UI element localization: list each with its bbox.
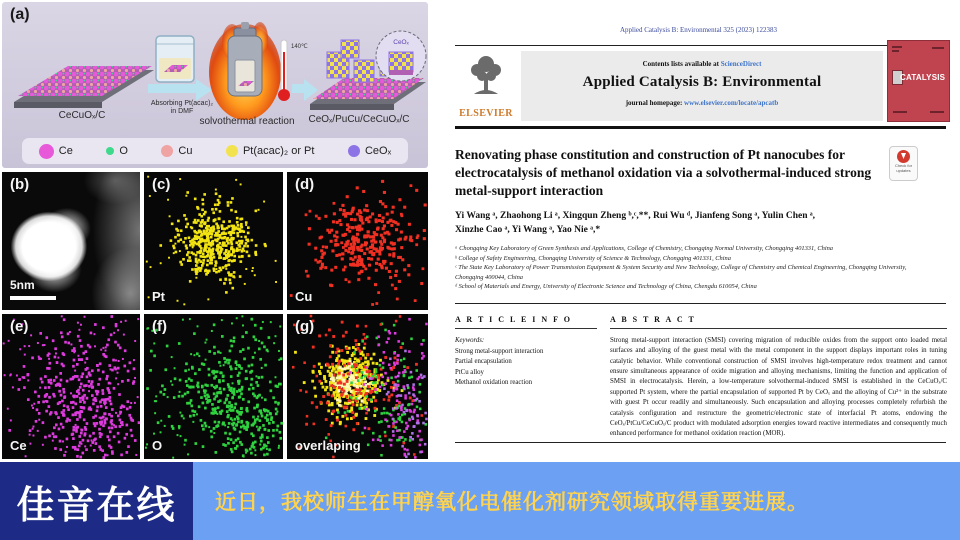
sciencedirect-link[interactable]: ScienceDirect: [720, 60, 762, 68]
step1-label-line1: Absorbing Pt(acac)₂: [150, 100, 214, 107]
article-info-column: [455, 315, 597, 389]
keyword-item: Methanol oxidation reaction: [455, 379, 533, 387]
affiliations: [455, 244, 929, 292]
eds-map-overlap: [287, 314, 428, 459]
rule-thick: [455, 126, 946, 129]
eds-map-ce: [2, 314, 140, 459]
cover-decoration: [892, 46, 902, 48]
homepage-pre: journal homepage:: [625, 99, 685, 107]
elsevier-wordmark: ELSEVIER: [459, 108, 513, 119]
banner-brand-text: 佳音在线: [16, 484, 177, 527]
panel-e-label: (e): [10, 318, 29, 335]
rule-top: [455, 45, 946, 46]
scalebar-label: 5nm: [10, 278, 35, 292]
eds-map-pt: [144, 172, 283, 310]
panel-c-label: (c): [152, 176, 171, 193]
elsevier-logo: [455, 52, 517, 124]
product-inset: [376, 31, 426, 81]
ce-dot-icon: [39, 144, 54, 159]
inset-label-text: CeOₓ: [393, 39, 409, 46]
step1-label-line2: in DMF: [170, 108, 194, 115]
panel-b-label: (b): [10, 176, 30, 193]
contents-line: [521, 60, 883, 68]
legend-item-cu: [161, 145, 192, 157]
abstract-header: A B S T R A C T: [610, 315, 696, 324]
eds-map-o: [144, 314, 283, 459]
cover-decoration: [893, 111, 907, 113]
check-updates-icon: [897, 150, 910, 163]
figure-legend: [22, 138, 408, 164]
journal-page: [437, 0, 960, 462]
overlap-caption: overlaping: [295, 438, 361, 453]
cover-decoration: [930, 111, 944, 113]
keyword-item: Partial encapsulation: [455, 358, 512, 366]
homepage-link[interactable]: www.elsevier.com/locate/apcatb: [684, 99, 779, 107]
cu-dot-icon: [161, 145, 173, 157]
cover-title: CATALYSIS: [900, 73, 946, 82]
panel-d-label: (d): [295, 176, 315, 193]
pt-caption: Pt: [152, 289, 165, 304]
journal-header-block: [521, 51, 883, 121]
keywords-label: Keywords:: [455, 337, 485, 344]
reactant-label: CeCuOₓ/C: [58, 110, 106, 121]
cu-caption: Cu: [295, 289, 313, 304]
figure-panel-a: [2, 2, 428, 168]
pt-dot-icon: [226, 145, 238, 157]
contents-pre: Contents lists available at: [642, 60, 721, 68]
o-caption: O: [152, 438, 163, 453]
reactant-slab: [14, 66, 154, 108]
legend-label: Cu: [178, 145, 193, 157]
beaker-icon: [156, 36, 194, 82]
authors-line-1: Yi Wang ᵃ, Zhaohong Li ᵃ, Xingqun Zheng ᵇ,ᶜ,**, Rui Wu ᵈ, Jianfeng Song ᵃ, Yulin Chen ᵃ,: [455, 211, 816, 221]
article-info-header: A R T I C L E I N F O: [455, 315, 572, 324]
article-title: Renovating phase constitution and construction of Pt nanocubes for electrocatalysis of methanol oxidation via a solvothermal-induced strong metal-support interaction: [455, 147, 872, 199]
o-dot-icon: [106, 147, 114, 155]
abstract-column: [610, 315, 947, 440]
abstract-text: Strong metal-support interaction (SMSI) covering migration of reducible oxides from the support onto loaded metal surfaces and alloying of the guest metal with the metal component in the support displays important roles in tuning catalytic behavior. While conventional construction of SMSI involves high-temperature redox treatment and cannot ensure simultaneous appearance of oxide migration and alloying mechanisms, limiting the function and application of SMSI in electrocatalysis. Herein, a low-temperature solvothermal-induced SMSI is established in the CeCuOₓ/C supported Pt system, where the partial encapsulation of supported Pt by CeOₓ and the alloying of Cu²⁺ in the substrate with guest Pt occur readily and simultaneously. Such encapsulation and alloying processes completely refurbish the catalysis configuration and restructure the geometric/electronic state of interfacial Pt atoms, endowing the CeOₓ/PtCu/CeCuOₓ/C product with modulated adsorption energies toward reactive intermediates and consequently much enhanced performance for methanol oxidation reaction (MOR).: [610, 337, 947, 438]
keyword-item: Strong metal-support interaction: [455, 347, 544, 355]
elsevier-tree-icon: [464, 52, 508, 102]
scale-bar: [10, 296, 56, 300]
legend-label: Ce: [58, 145, 73, 157]
affiliation-a: ᵃ Chongqing Key Laboratory of Green Synthesis and Applications, College of Chemistry, Chongqing Normal University, Chongqing 401331, China: [455, 245, 833, 252]
cover-decoration: [892, 50, 899, 52]
article-info-rule: [455, 328, 597, 329]
tem-image-panel-b: [2, 172, 140, 310]
o-dot-map: [144, 314, 283, 459]
panel-a-label: (a): [10, 6, 30, 23]
legend-label: CeOₓ: [364, 145, 392, 157]
rule-bottom: [455, 442, 946, 443]
legend-item-o: [106, 145, 128, 157]
panel-f-label: (f): [152, 318, 167, 335]
step2-label: solvothermal reaction: [199, 116, 295, 127]
authors-line-2: Xinzhe Cao ᵃ, Yi Wang ᵃ, Yao Nie ᵃ,*: [455, 224, 601, 235]
keyword-item: PtCu alloy: [455, 368, 484, 376]
banner-brand-box: [0, 462, 193, 540]
legend-item-ce: [39, 144, 73, 159]
banner-message-text: 近日，我校师生在甲醇氧化电催化剂研究领域取得重要进展。: [215, 491, 809, 514]
affiliation-b: ᵇ College of Safety Engineering, Chongqing University of Science & Technology, Chongqing 401331, China: [455, 254, 731, 262]
affiliation-d: ᵈ School of Materials and Energy, University of Electronic Science and Technology of China, Chengdu 610054, China: [455, 283, 757, 291]
homepage-line: [521, 99, 883, 107]
check-updates-badge[interactable]: [889, 146, 918, 181]
cover-decoration: [932, 47, 944, 49]
check-updates-text: Check for updates: [894, 163, 913, 173]
author-list: [455, 210, 921, 238]
svg-text:140℃: 140℃: [291, 44, 308, 50]
ceox-dot-icon: [348, 145, 360, 157]
legend-label: O: [119, 145, 128, 157]
eds-map-cu: [287, 172, 428, 310]
running-head: Applied Catalysis B: Environmental 325 (2023) 122383: [619, 26, 778, 34]
journal-title: Applied Catalysis B: Environmental: [582, 74, 822, 90]
legend-label: Pt(acac)₂ or Pt: [242, 145, 315, 157]
affiliation-c: ᶜ The State Key Laboratory of Power Transmission Equipment & System Security and New Technology, College of Chemistry and Chemical Engineering, Chongqing University, Chongqing 400044, China: [455, 264, 907, 281]
legend-item-ceox: [348, 145, 391, 157]
product-label: CeOₓ/PuCu/CeCuOₓ/C: [308, 114, 410, 125]
abstract-rule: [610, 328, 947, 329]
arrow-2: [292, 79, 318, 101]
journal-cover-thumbnail: [887, 40, 950, 122]
banner-message-box: [193, 462, 960, 540]
legend-item-pt: [226, 145, 315, 157]
rule-affil: [455, 303, 946, 304]
panel-g-label: (g): [295, 318, 315, 335]
ce-caption: Ce: [10, 438, 27, 453]
